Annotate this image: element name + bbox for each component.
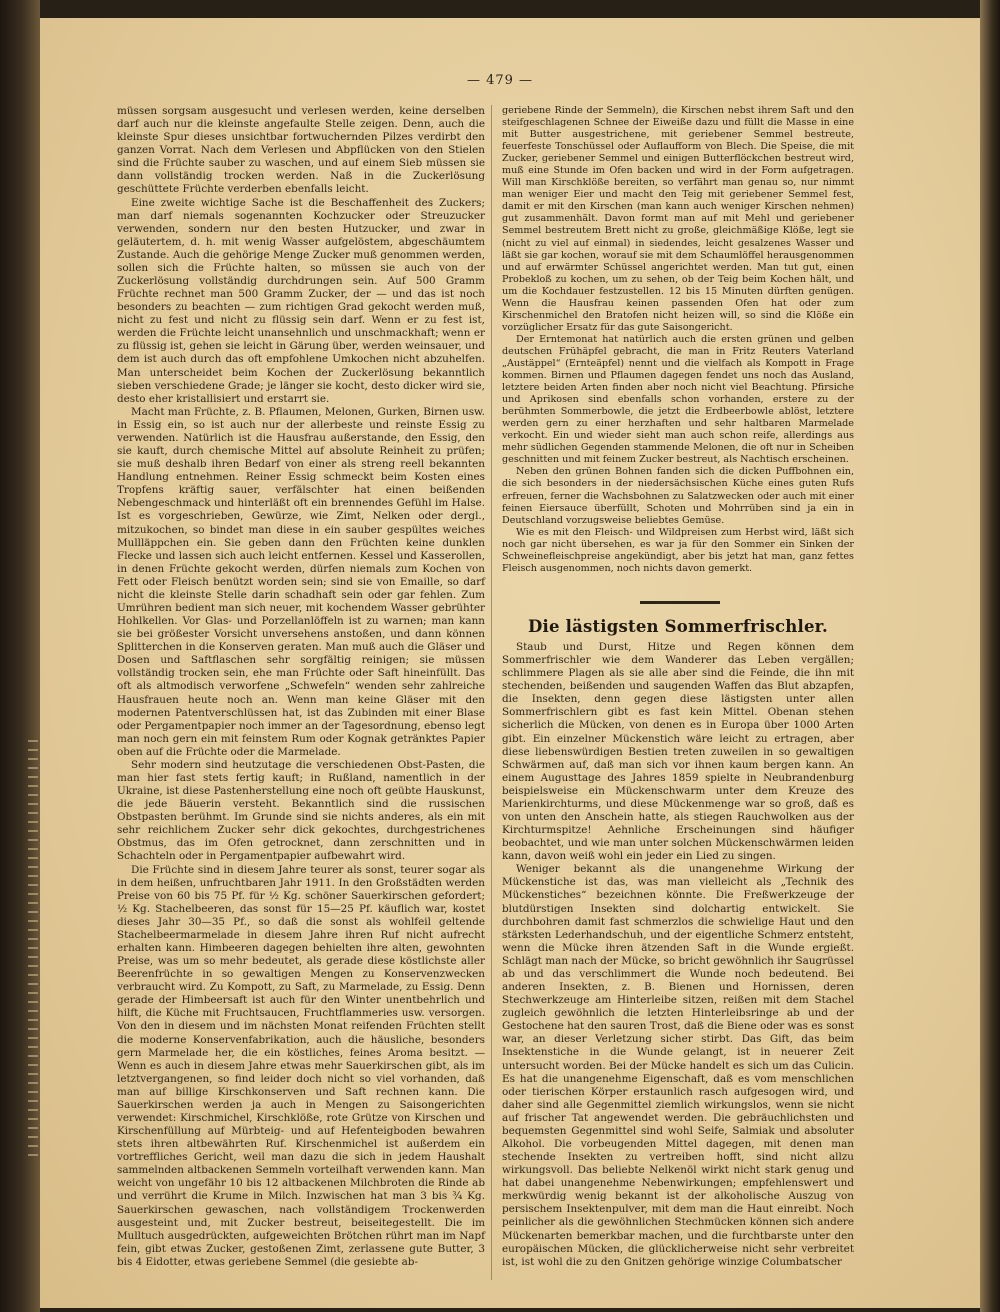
paragraph: Sehr modern sind heutzutage die verschiedenen Obst-Pasten, die man hier fast stets fertig kauft; in Rußland, namentlich in der Ukraine, ist diese Pastenherstellung eine noch oft geübte Hauskunst, die jede Bäuerin versteht. Bekanntlich sind die russischen Obstpasten berühmt. Im Grunde sind sie nichts anderes, als ein mit sehr reichlichem Zucker sehr dick gekochtes, durchgestrichenes Obstmus, das im Ofen getrocknet, dann zerschnitten und in Schachteln oder in Pergamentpapier aufbewahrt wird. [117,758,485,863]
left-column [117,105,485,1269]
right-column-top [502,105,854,575]
paragraph: geriebene Rinde der Semmeln), die Kirschen nebst ihrem Saft und den steifgeschlagenen Schnee der Eiweiße dazu und füllt die Masse in eine mit Butter ausgestrichene, mit geriebener Semmel bestreute, feuerfeste Tonschüssel oder Auflaufform von Blech. Die Speise, die mit Zucker, geriebener Semmel und einigen Butterflöckchen bestreut wird, muß eine Stunde im Ofen backen und wird in der Form aufgetragen. Will man Kirschklöße bereiten, so verfährt man genau so, nur nimmt man weniger Eier und macht den Teig mit geriebener Semmel fest, damit er mit den Kirschen (man kann auch weniger Kirschen nehmen) gut zusammenhält. Davon formt man auf mit Mehl und geriebener Semmel bestreutem Brett nicht zu große, gleichmäßige Klöße, legt sie (nicht zu viel auf einmal) in siedendes, leicht gesalzenes Wasser und läßt sie gar kochen, worauf sie mit dem Schaumlöffel herausgenommen und auf erwärmter Schüssel angerichtet werden. Man tut gut, einen Probekloß zu kochen, um zu sehen, ob der Teig beim Kochen hält, und um die Kochdauer festzustellen. 12 bis 15 Minuten dürften genügen. Wenn die Hausfrau keinen passenden Ofen hat oder zum Kirschenmichel den Bratofen nicht heizen will, so sind die Klöße ein vorzüglicher Ersatz für das gute Saisongericht. [502,105,854,333]
right-column-article [502,641,854,1269]
paragraph: Wie es mit den Fleisch- und Wildpreisen zum Herbst wird, läßt sich noch gar nicht übersehen, es war ja für den Sommer ein Sinken der Schweinefleischpreise angekündigt, aber bis jetzt hat man, ganz fettes Fleisch ausgenommen, noch nichts davon gemerkt. [502,526,854,574]
section-rule [640,601,720,604]
column-divider [491,105,492,1280]
paragraph: Eine zweite wichtige Sache ist die Beschaffenheit des Zuckers; man darf niemals sogenannten Kochzucker oder Streuzucker verwenden, sondern nur den besten Hutzucker, und zwar in geläutertem, d. h. mit wenig Wasser aufgelöstem, abgeschäumtem Zustande. Auch die gehörige Menge Zucker muß genommen werden, sollen sich die Früchte halten, so müssen sie auch von der Zuckerlösung vollständig durchdrungen sein. Auf 500 Gramm Früchte rechnet man 500 Gramm Zucker, der — und das ist noch besonders zu beachten — zum richtigen Grad gekocht werden muß, nicht zu fest und nicht zu flüssig sein darf. Wenn er zu fest ist, werden die Früchte leicht unansehnlich und unschmackhaft; wenn er zu flüssig ist, gehen sie leicht in Gärung über, werden weinsauer, und dem ist auch durch das oft empfohlene Umkochen nicht abzuhelfen. Man unterscheidet beim Kochen der Zuckerlösung bekanntlich sieben verschiedene Grade; je länger sie kocht, desto dicker wird sie, desto eher kristallisiert und erstarrt sie. [117,196,485,405]
page-number: — 479 — [466,73,534,88]
paragraph: Weniger bekannt als die unangenehme Wirkung der Mückenstiche ist das, was man vielleicht als „Technik des Mückenstiches“ bezeichnen könnte. Die Freßwerkzeuge der blutdürstigen Insekten sind dolchartig entwickelt. Sie durchbohren damit fast schmerzlos die schwielige Haut und den stärksten Lederhandschuh, und der eigentliche Schmerz entsteht, wenn die Mücke ihren ätzenden Saft in die Wunde ergießt. Schlägt man nach der Mücke, so bricht gewöhnlich ihr Saugrüssel ab und das verschlimmert die Wunde noch bedeutend. Bei anderen Insekten, z. B. Bienen und Hornissen, deren Stechwerkzeuge am Hinterleibe sitzen, reißen mit dem Stachel zugleich gewöhnlich die letzten Hinterleibsringe ab und der Gestochene hat den sauren Trost, daß die Biene oder was es sonst war, an dieser Verletzung sicher stirbt. Das Gift, das beim Insektenstiche in die Wunde gelangt, ist in neuerer Zeit untersucht worden. Bei der Mücke handelt es sich um das Culicin. Es hat die unangenehme Eigenschaft, daß es vom menschlichen oder tierischen Körper erstaunlich rasch aufgesogen wird, und daher sind alle Gegenmittel ziemlich wirkungslos, wenn sie nicht auf frischer Tat angewendet werden. Die gebräuchlichsten und bequemsten Gegenmittel sind wohl Seife, Salmiak und absoluter Alkohol. Die vorbeugenden Mittel dagegen, mit denen man stechende Insekten zu vertreiben hofft, sind nicht allzu wirkungsvoll. Das beliebte Nelkenöl wirkt nicht stark genug und hat dabei unangenehme Nebenwirkungen; empfehlenswert und merkwürdig wenig bekannt ist der alkoholische Auszug von persischem Insektenpulver, mit dem man die Haut einreibt. Noch peinlicher als die gewöhnlichen Stechmücken können sich andere Mückenarten bemerkbar machen, und die furchtbarste unter den europäischen Mücken, die glücklicherweise nicht sehr verbreitet ist, ist wohl die zu den Gnitzen gehörige winzige Columbatscher [502,863,854,1268]
paragraph: müssen sorgsam ausgesucht und verlesen werden, keine derselben darf auch nur die kleinste angefaulte Stelle zeigen. Denn, auch die kleinste Spur dieses unsichtbar fortwuchernden Pilzes verdirbt den ganzen Vorrat. Nach dem Verlesen und Abpflücken von den Stielen sind die Früchte sauber zu waschen, und auf einem Sieb müssen sie dann vollständig trocken werden. Naß in die Zuckerlösung geschüttete Früchte verderben ebenfalls leicht. [117,105,485,196]
article-title: Die lästigsten Sommerfrischler. [528,617,828,636]
page-edge-marks [28,740,38,1160]
paragraph: Neben den grünen Bohnen fanden sich die dicken Puffbohnen ein, die sich besonders in der niedersächsischen Küche eines guten Rufs erfreuen, ferner die Wachsbohnen zu Salatzwecken oder auch mit einer feinen Eiersauce überfüllt, Schoten und Mohrrüben sind ja ein in Deutschland vorzugsweise beliebtes Gemüse. [502,466,854,526]
paragraph: Der Erntemonat hat natürlich auch die ersten grünen und gelben deutschen Frühäpfel gebracht, die man in Fritz Reuters Vaterland „Austäppel“ (Ernteäpfel) nennt und die vielfach als Kompott in Frage kommen. Birnen und Pflaumen dagegen fendet uns noch das Ausland, letztere beiden Arten finden aber noch nicht viel Beachtung. Pfirsiche und Aprikosen sind ebenfalls schon vorhanden, erstere zu der berühmten Sommerbowle, die jetzt die Erdbeerbowle ablöst, letztere werden gern zu einer herzhaften und sehr haltbaren Marmelade verkocht. Ein und wieder sieht man auch schon reife, allerdings aus mehr südlichen Gegenden stammende Melonen, die oft nur in Scheiben geschnitten und mit feinem Zucker bestreut, als Nachtisch erscheinen. [502,333,854,466]
paragraph: Staub und Durst, Hitze und Regen können dem Sommerfrischler wie dem Wanderer das Leben vergällen; schlimmere Plagen als sie alle aber sind die Feinde, die ihn mit stechenden, beißenden und saugenden Waffen das Blut abzapfen, die Insekten, denn gegen diese lästigsten unter allen Sommerfrischlern gibt es fast kein Mittel. Obenan stehen sicherlich die Mücken, von denen es in Europa über 1000 Arten gibt. Ein einzelner Mückenstich wäre leicht zu ertragen, aber diese liebenswürdigen Bestien treten zuweilen in so gewaltigen Schwärmen auf, daß man sich vor ihnen kaum bergen kann. An einem Augusttage des Jahres 1859 spielte in Neubrandenburg beispielsweise ein Mückenschwarm unter dem Kreuze des Marienkirchturms, und diese Mückenmenge war so groß, daß es von unten den Anschein hatte, als stiegen Rauchwolken aus der Kirchturmspitze! Aehnliche Erscheinungen sind häufiger beobachtet, und wie man unter solchen Mückenschwärmen leiden kann, davon weiß wohl ein jeder ein Lied zu singen. [502,641,854,863]
paragraph: Die Früchte sind in diesem Jahre teurer als sonst, teurer sogar als in dem heißen, unfruchtbaren Jahr 1911. In den Großstädten werden Preise von 60 bis 75 Pf. für ½ Kg. schöner Sauerkirschen gefordert; ½ Kg. Stachelbeeren, das sonst für 15—25 Pf. käuflich war, kostet dieses Jahr 30—35 Pf., so daß die sonst als wohlfeil geltende Stachelbeermarmelade in diesem Jahre ihren Ruf nicht aufrecht erhalten kann. Himbeeren dagegen behielten ihre alten, gewohnten Preise, was um so mehr bedeutet, als gerade diese köstlichste aller Beerenfrüchte in so gewaltigen Mengen zu Konservenzwecken verbraucht wird. Zu Kompott, zu Saft, zu Marmelade, zu Essig. Denn gerade der Himbeersaft ist auch für den Winter unentbehrlich und hilft, die Küche mit Fruchtsaucen, Fruchtflammeries usw. versorgen. Von den in diesem und im nächsten Monat reifenden Früchten stellt die moderne Konservenfabrikation, auch die häusliche, besonders gern Marmelade her, die ein köstliches, feines Aroma besitzt. — Wenn es auch in diesem Jahre etwas mehr Sauerkirschen gibt, als im letztvergangenen, so find leider doch nicht so viel vorhanden, daß man auf billige Kirschkonserven und Saft rechnen kann. Die Sauerkirschen werden ja auch in Mengen zu Saisongerichten verwendet: Kirschmichel, Kirschklöße, rote Grütze von Kirschen und Kirschenfüllung auf Mürbteig- und auf Hefenteigboden bewahren stets ihren altbewährten Ruf. Kirschenmichel ist außerdem ein vortreffliches Gericht, weil man dazu die sich in jedem Haushalt sammelnden altbackenen Semmeln vorteilhaft verwenden kann. Man weicht von ungefähr 10 bis 12 altbackenen Milchbroten die Rinde ab und verrührt die Krume in Milch. Inzwischen hat man 3 bis ¾ Kg. Sauerkirschen gewaschen, nach vollständigem Trockenwerden ausgesteint und, mit Zucker bestreut, beiseitegestellt. Die im Mulltuch ausgedrückten, aufgeweichten Brötchen rührt man im Napf fein, gibt etwas Zucker, gestoßenen Zimt, zerlassene gute Butter, 3 bis 4 Eidotter, etwas geriebene Semmel (die gesiebte ab- [117,863,485,1268]
paragraph: Macht man Früchte, z. B. Pflaumen, Melonen, Gurken, Birnen usw. in Essig ein, so ist auch nur der allerbeste und reinste Essig zu verwenden. Natürlich ist die Hausfrau außerstande, den Essig, den sie kauft, durch chemische Mittel auf absolute Reinheit zu prüfen; sie muß deshalb ihren Bedarf von einer als streng reell bekannten Handlung entnehmen. Reiner Essig schmeckt beim Kosten eines Tropfens kräftig sauer, verfälschter hat einen beißenden Nebengeschmack und hinterläßt oft ein brennendes Gefühl im Halse. Ist es vorgeschrieben, Gewürze, wie Zimt, Nelken oder dergl., mitzukochen, so bindet man diese in ein sauber gespültes weiches Mullläppchen ein. Sie geben dann den Früchten keine dunklen Flecke und lassen sich auch leicht entfernen. Kessel und Kasserollen, in denen Früchte gekocht werden, dürfen niemals zum Kochen von Fett oder Fleisch benützt worden sein; sind sie von Emaille, so darf nicht die kleinste Stelle darin schadhaft sein oder gar fehlen. Zum Umrühren bedient man sich neuer, mit kochendem Wasser gebrühter Hohlkellen. Vor Glas- und Porzellanlöffeln ist zu warnen; man kann sie bei größester Vorsicht unversehens anstoßen, und dann können Splitterchen in die Konserven geraten. Man muß auch die Gläser und Dosen und Saftflaschen sehr sorgfältig reinigen; sie müssen vollständig trocken sein, ehe man Früchte oder Saft hineinfüllt. Das oft als altmodisch verworfene „Schwefeln“ wenden sehr zahlreiche Hausfrauen heute noch an. Wenn man keine Gläser mit den modernen Patentverschlüssen hat, ist das Zubinden mit einer Blase oder Pergamentpapier noch immer an der Tagesordnung, ebenso legt man noch gern ein mit feinstem Rum oder Kognak getränktes Papier oben auf die Früchte oder die Marmelade. [117,405,485,758]
book-gutter-right [980,0,1000,1312]
